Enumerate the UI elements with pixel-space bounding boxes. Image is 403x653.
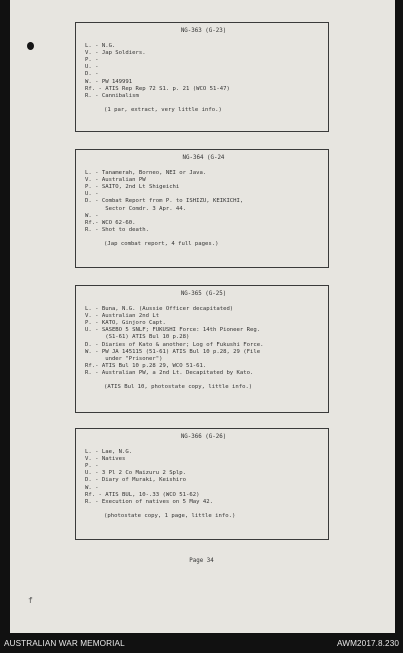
archive-reference: AWM2017.8.230 — [337, 639, 399, 648]
record-card-ng-366 — [75, 428, 329, 540]
record-card-ng-365 — [75, 285, 329, 413]
card-fields — [85, 449, 322, 506]
field-perpetrator: P. - — [85, 57, 99, 64]
card-note: (Jap combat report, 4 full pages.) — [104, 240, 219, 247]
field-reference: Rf. - ATIS Rep Rep 72 S1. p. 21 (WCO 51-47) — [85, 85, 230, 92]
field-witness-continued: under "Prisoner") — [85, 355, 163, 362]
field-perpetrator: P. - SAITO, 2nd Lt Shigeichi — [85, 184, 180, 191]
record-card-ng-364 — [75, 149, 329, 268]
field-reference: Rf.- WCO 62-60. — [85, 219, 136, 226]
pencil-mark: f — [28, 596, 33, 605]
field-victim: V. - Natives — [85, 456, 126, 463]
field-location: L. - N.G. — [85, 43, 116, 50]
field-location: L. - Lae, N.G. — [85, 449, 133, 456]
field-reference: Rf.- ATIS Bul 10 p.28 29, WCO 51-61. — [85, 362, 207, 369]
field-unit: U. - — [85, 191, 99, 198]
card-fields — [85, 170, 322, 234]
card-note: (ATIS Bul 10, photostate copy, little info.) — [104, 384, 253, 391]
field-document: D. - — [85, 71, 99, 78]
field-victim: V. - Australian PW — [85, 177, 146, 184]
field-unit: U. - — [85, 64, 99, 71]
field-unit: U. - SASEBO 5 SNLF; FUKUSHI Force: 14th Pioneer Reg. — [85, 327, 261, 334]
field-unit: U. - 3 Pl 2 Co Maizuru 2 Splp. — [85, 470, 187, 477]
record-card-ng-363 — [75, 22, 329, 132]
field-witness: W. - — [85, 212, 99, 219]
field-document: D. - Diary of Muraki, Keishiro — [85, 477, 187, 484]
field-document: D. - Combat Report from P. to ISHIZU, KEIKICHI, — [85, 198, 244, 205]
field-remarks: R. - Shot to death. — [85, 226, 149, 233]
field-perpetrator: P. - KATO, Ginjoro Capt. — [85, 320, 166, 327]
field-location: L. - Tanamerah, Borneo, NEI or Java. — [85, 170, 207, 177]
field-location: L. - Buna, N.G. (Aussie Officer decapitated) — [85, 306, 234, 313]
card-title: NG-365 (G-25) — [180, 291, 227, 297]
field-document-continued: Sector Comdr. 3 Apr. 44. — [85, 205, 187, 212]
page-number: Page 34 — [189, 558, 214, 564]
punch-hole — [27, 42, 34, 50]
field-perpetrator: P. - — [85, 463, 99, 470]
field-remarks: R. - Cannibalism — [85, 92, 139, 99]
field-document: D. - Diaries of Kato & another; Log of Fukushi Force. — [85, 341, 264, 348]
field-remarks: R. - Execution of natives on 5 May 42. — [85, 498, 213, 505]
field-victim: V. - Jap Soldiers. — [85, 50, 146, 57]
field-reference: Rf. - ATIS BUL, 10-.33 (WCO 51-62) — [85, 491, 200, 498]
card-fields — [85, 43, 322, 100]
field-witness: W. - PW JA 145115 (51-61) ATIS Bul 10 p.28, 29 (File — [85, 348, 261, 355]
archive-name: AUSTRALIAN WAR MEMORIAL — [4, 639, 125, 648]
field-remarks: R. - Australian PW, a 2nd Lt. Decapitated by Kato. — [85, 369, 254, 376]
card-note: (1 par, extract, very little info.) — [104, 106, 222, 113]
card-fields — [85, 306, 322, 377]
card-title: NG-366 (G-26) — [180, 434, 227, 440]
field-unit-continued: (S1-61) ATIS Bul 10 p.28) — [85, 334, 190, 341]
field-witness: W. - PW 149991 — [85, 78, 133, 85]
field-victim: V. - Australian 2nd Lt — [85, 313, 160, 320]
card-title: NG-364 (G-24 — [182, 155, 225, 161]
archive-footer — [0, 633, 403, 653]
card-note: (photostate copy, 1 page, little info.) — [104, 512, 236, 519]
field-witness: W. - — [85, 484, 99, 491]
card-title: NG-363 (G-23) — [180, 28, 227, 34]
